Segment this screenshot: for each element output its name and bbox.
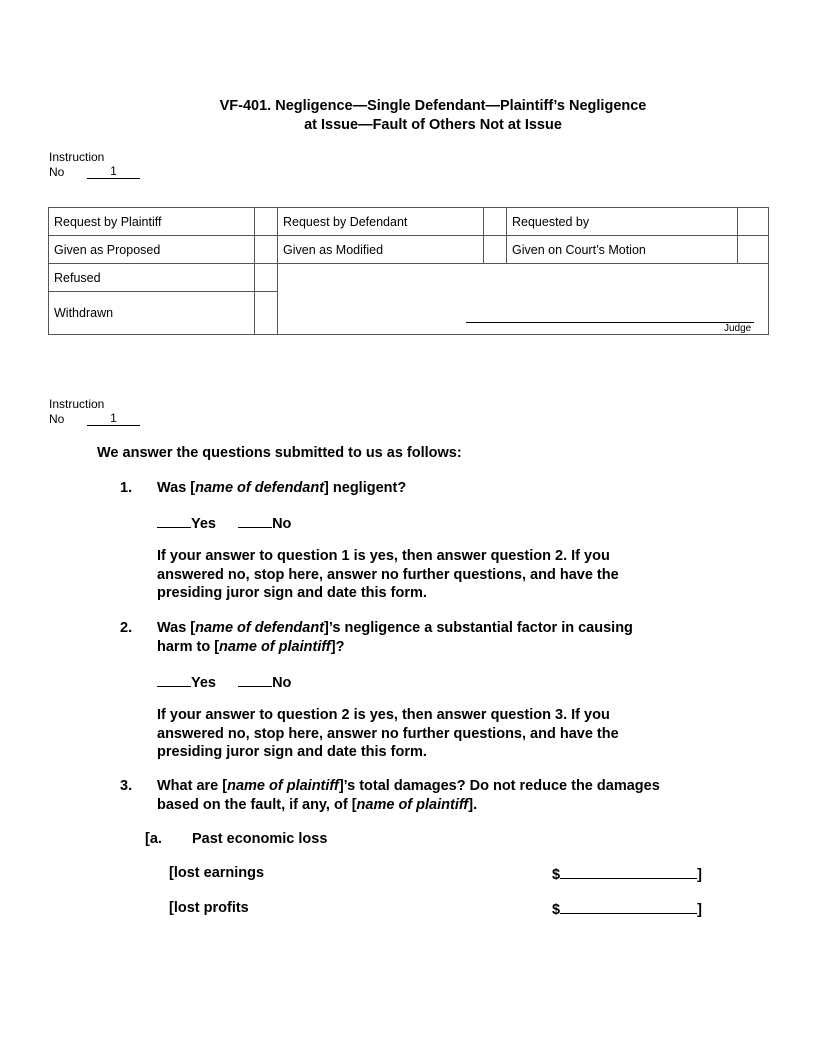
- request-by-defendant-checkbox[interactable]: [484, 208, 507, 236]
- instruction-body-header: [49, 397, 140, 426]
- given-on-courts-motion-label: Given on Court’s Motion: [507, 236, 738, 264]
- q2-text: Was [name of defendant]’s negligence a substantial factor in causing harm to [name of plaintiff]?: [157, 620, 633, 655]
- instruction-body-label: Instruction: [49, 397, 105, 411]
- judge-label: Judge: [724, 323, 752, 334]
- q2-number: 2.: [120, 620, 133, 636]
- q2-answer-options: [157, 672, 291, 693]
- judge-signature-cell[interactable]: [278, 264, 769, 335]
- page-title: [0, 97, 816, 135]
- requested-by-checkbox[interactable]: [738, 208, 769, 236]
- q1-yes-blank[interactable]: [157, 513, 191, 528]
- refused-label: Refused: [49, 264, 255, 292]
- q2-yes-blank[interactable]: [157, 672, 191, 687]
- given-as-modified-label: Given as Modified: [278, 236, 484, 264]
- refused-checkbox[interactable]: [255, 264, 278, 292]
- q2-yes-label: Yes: [191, 675, 216, 691]
- q3-number: 3.: [120, 778, 133, 794]
- request-by-plaintiff-checkbox[interactable]: [255, 208, 278, 236]
- instruction-body-no-value: 1: [87, 412, 140, 427]
- q2-no-blank[interactable]: [238, 672, 272, 687]
- q1-number: 1.: [120, 480, 133, 496]
- given-as-proposed-checkbox[interactable]: [255, 236, 278, 264]
- lost-profits-label: [lost profits: [169, 900, 249, 916]
- given-as-modified-checkbox[interactable]: [484, 236, 507, 264]
- instruction-label: Instruction: [49, 150, 105, 164]
- request-by-plaintiff-label: Request by Plaintiff: [49, 208, 255, 236]
- q1-yes-label: Yes: [191, 516, 216, 532]
- lost-earnings-label: [lost earnings: [169, 865, 265, 881]
- withdrawn-label: Withdrawn: [49, 292, 255, 335]
- q3-text: What are [name of plaintiff]’s total damages? Do not reduce the damages based on the fault, if any, of [name of plaintiff].: [157, 778, 660, 813]
- lost-earnings-amount: $ ]: [552, 864, 702, 885]
- request-by-defendant-label: Request by Defendant: [278, 208, 484, 236]
- withdrawn-checkbox[interactable]: [255, 292, 278, 335]
- q1-instructions: If your answer to question 1 is yes, then answer question 2. If you answered no, stop here, answer no further questions, and have the presiding juror sign and date this form.: [157, 548, 619, 601]
- q2-instructions: If your answer to question 2 is yes, then answer question 3. If you answered no, stop here, answer no further questions, and have the presiding juror sign and date this form.: [157, 707, 619, 760]
- title-line-1: VF-401. Negligence—Single Defendant—Plaintiff’s Negligence: [219, 98, 647, 114]
- title-line-2: at Issue—Fault of Others Not at Issue: [304, 117, 562, 133]
- q1-no-blank[interactable]: [238, 513, 272, 528]
- q3-sub-a-text: Past economic loss: [192, 831, 328, 847]
- q1-no-label: No: [272, 516, 292, 532]
- lost-earnings-blank[interactable]: [560, 864, 697, 879]
- judge-signature-line: [466, 322, 754, 323]
- intro-text: We answer the questions submitted to us as follows:: [97, 445, 462, 461]
- q3-sub-a-label: [a.: [145, 831, 162, 847]
- lost-profits-blank[interactable]: [560, 899, 697, 914]
- given-as-proposed-label: Given as Proposed: [49, 236, 255, 264]
- instruction-body-no-label: No: [49, 411, 65, 426]
- given-on-courts-motion-checkbox[interactable]: [738, 236, 769, 264]
- instruction-no-value: 1: [87, 165, 140, 180]
- requested-by-label: Requested by: [507, 208, 738, 236]
- q2-no-label: No: [272, 675, 292, 691]
- lost-profits-amount: $ ]: [552, 899, 702, 920]
- q1-answer-options: [157, 513, 291, 534]
- instruction-no-label: No: [49, 164, 65, 179]
- q1-text: Was [name of defendant] negligent?: [157, 480, 407, 496]
- request-table: [48, 207, 769, 335]
- instruction-header: [49, 150, 140, 179]
